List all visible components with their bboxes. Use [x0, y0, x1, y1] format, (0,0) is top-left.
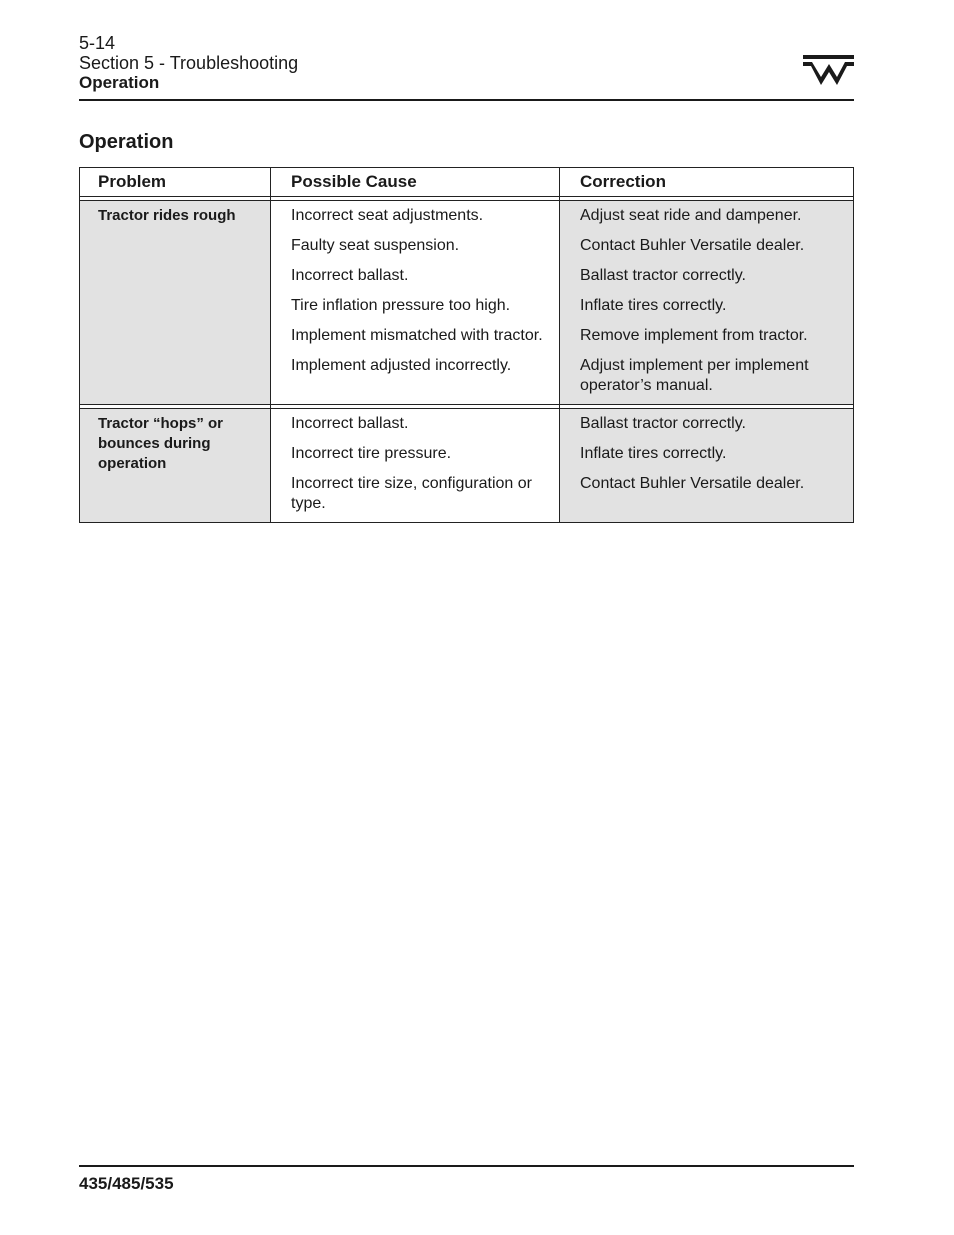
- correction-item: Adjust implement per implement operator’s manual.: [580, 357, 809, 394]
- cause-item: Incorrect tire pressure.: [291, 445, 452, 462]
- cause-item: Incorrect seat adjustments.: [291, 207, 484, 224]
- brand-logo-icon: [803, 55, 854, 86]
- correction-item: Inflate tires correctly.: [580, 445, 727, 462]
- problem-cell: Tractor “hops” or bounces during operation: [80, 409, 271, 523]
- table-row: [80, 201, 854, 405]
- section-title: Section 5 - Troubleshooting: [79, 53, 299, 73]
- correction-item: Contact Buhler Versatile dealer.: [580, 237, 805, 254]
- correction-item: Remove implement from tractor.: [580, 327, 808, 344]
- cause-item: Implement mismatched with tractor.: [291, 327, 543, 344]
- correction-cell: [560, 409, 854, 523]
- correction-item: Inflate tires correctly.: [580, 297, 727, 314]
- correction-item: Contact Buhler Versatile dealer.: [580, 475, 805, 492]
- page-title: Operation: [79, 131, 174, 153]
- table-row: [80, 409, 854, 523]
- subsection-title: Operation: [79, 73, 160, 92]
- troubleshooting-table: [79, 167, 854, 523]
- column-header-problem: Problem: [80, 168, 271, 197]
- correction-cell: [560, 201, 854, 405]
- cause-item: Faulty seat suspension.: [291, 237, 460, 254]
- column-header-cause: Possible Cause: [271, 168, 560, 197]
- problem-cell: Tractor rides rough: [80, 201, 271, 405]
- cause-item: Incorrect ballast.: [291, 415, 409, 432]
- cause-cell: [271, 201, 560, 405]
- table-header-row: [80, 168, 854, 197]
- cause-item: Implement adjusted incorrectly.: [291, 357, 512, 374]
- cause-item: Incorrect ballast.: [291, 267, 409, 284]
- cause-item: Tire inflation pressure too high.: [291, 297, 511, 314]
- correction-item: Ballast tractor correctly.: [580, 267, 746, 284]
- footer-model: 435/485/535: [79, 1174, 174, 1193]
- column-header-correction: Correction: [560, 168, 854, 197]
- page-header: [79, 33, 298, 93]
- header-rule: [79, 99, 854, 101]
- footer-rule: [79, 1165, 854, 1167]
- cause-item: Incorrect tire size, configuration or type.: [291, 475, 532, 512]
- correction-item: Adjust seat ride and dampener.: [580, 207, 802, 224]
- cause-cell: [271, 409, 560, 523]
- correction-item: Ballast tractor correctly.: [580, 415, 746, 432]
- page-number: 5-14: [79, 33, 116, 53]
